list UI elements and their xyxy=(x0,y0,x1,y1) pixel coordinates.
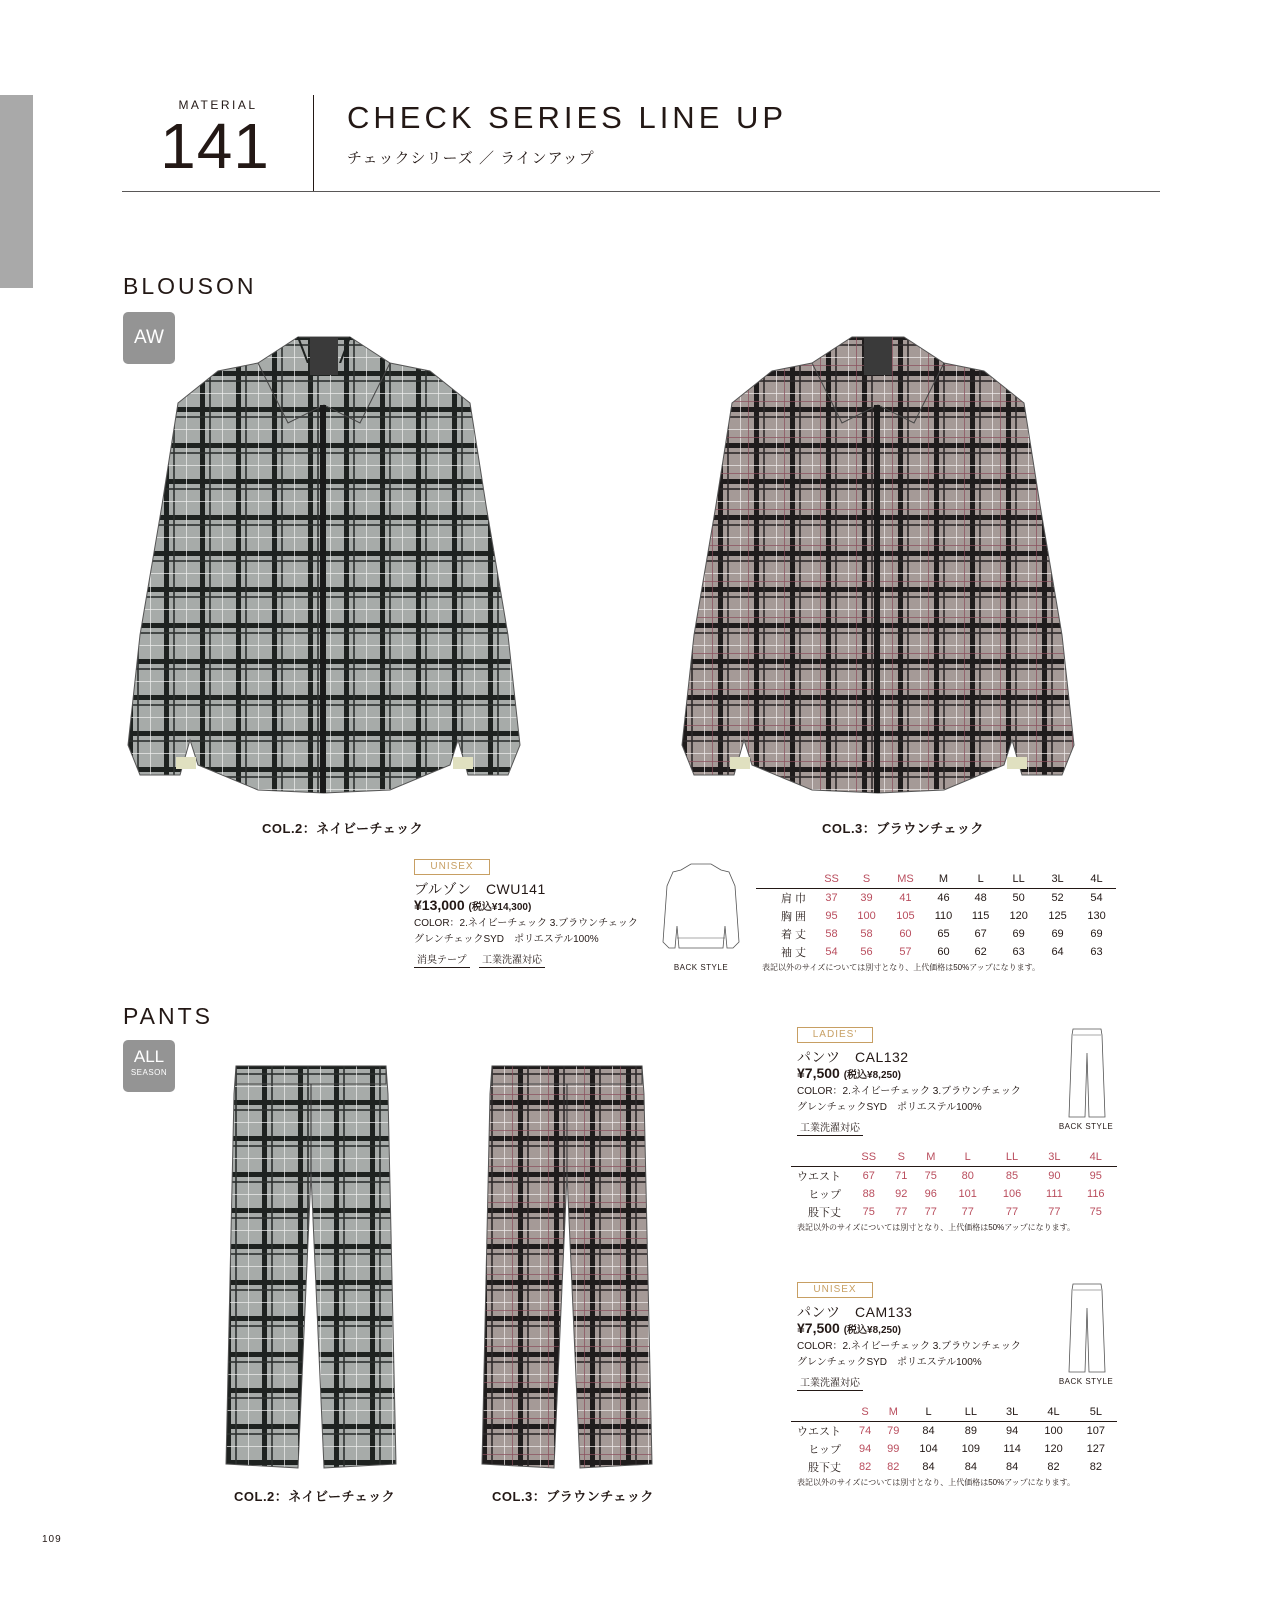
size-value: 120 xyxy=(1044,1443,1063,1455)
table-row xyxy=(756,943,1116,961)
season-badge-line1: ALL xyxy=(133,1047,165,1066)
size-header: M xyxy=(916,1148,946,1167)
gender-tag-blouson: UNISEX xyxy=(414,859,490,875)
size-value: 75 xyxy=(924,1170,937,1182)
blouson-brown-image xyxy=(682,335,1074,797)
season-badge-line2: SEASON xyxy=(130,1068,168,1077)
size-table-cam133 xyxy=(791,1403,1117,1476)
size-value: 111 xyxy=(1046,1188,1063,1200)
row-label: 股下丈 xyxy=(808,1207,841,1219)
size-header-blank xyxy=(791,1403,851,1422)
pants-heading: PANTS xyxy=(123,1003,213,1029)
size-value: 116 xyxy=(1087,1188,1105,1200)
size-value: 63 xyxy=(1012,946,1025,958)
table-row xyxy=(791,1185,1117,1203)
size-value: 82 xyxy=(1089,1461,1102,1473)
size-table-cal132 xyxy=(791,1148,1117,1221)
size-value: 56 xyxy=(860,946,873,958)
size-value: 60 xyxy=(937,946,950,958)
table-row xyxy=(791,1167,1117,1186)
feature-tag: 工業洗濯対応 xyxy=(797,1119,863,1136)
size-value: 58 xyxy=(825,928,838,940)
size-value: 58 xyxy=(860,928,873,940)
size-value: 95 xyxy=(825,910,838,922)
price-tax: (税込¥8,250) xyxy=(843,1070,901,1081)
size-value: 69 xyxy=(1051,928,1064,940)
size-header: LL xyxy=(999,870,1038,889)
size-value: 63 xyxy=(1090,946,1103,958)
size-value: 82 xyxy=(1047,1461,1060,1473)
table-row xyxy=(756,889,1116,908)
size-value: 67 xyxy=(862,1170,875,1182)
row-label: 着 丈 xyxy=(780,929,806,941)
sidebar-tab xyxy=(0,95,33,288)
table-row xyxy=(791,1440,1117,1458)
size-note-cal132: 表記以外のサイズについては別寸となり、上代価格は50%アップになります。 xyxy=(797,1223,1076,1232)
size-header: 3L xyxy=(992,1403,1032,1422)
row-label: 肩 巾 xyxy=(780,893,806,905)
season-badge-all xyxy=(123,1040,175,1092)
color-line-blouson: COLOR：2.ネイビーチェック 3.ブラウンチェック xyxy=(414,918,638,929)
size-value: 80 xyxy=(961,1170,974,1182)
size-value: 82 xyxy=(858,1461,872,1473)
size-value: 64 xyxy=(1051,946,1064,958)
row-label: ヒップ xyxy=(808,1189,841,1201)
size-value: 115 xyxy=(971,910,990,922)
product-price-cal132 xyxy=(797,1065,901,1081)
size-value: 57 xyxy=(899,946,912,958)
table-row xyxy=(756,907,1116,925)
header-divider-horizontal xyxy=(122,191,1160,192)
size-value: 94 xyxy=(1006,1425,1019,1437)
size-header: L xyxy=(907,1403,949,1422)
size-value: 69 xyxy=(1090,928,1103,940)
row-label: ヒップ xyxy=(808,1444,841,1456)
size-value: 71 xyxy=(895,1170,908,1182)
back-style-label-cam133: BACK STYLE xyxy=(1058,1377,1114,1386)
size-header: S xyxy=(847,870,886,889)
size-header-row xyxy=(791,1148,1117,1167)
cam133-back-sketch xyxy=(1069,1282,1105,1374)
size-note-blouson: 表記以外のサイズについては別寸となり、上代価格は50%アップになります。 xyxy=(762,963,1041,972)
size-header: M xyxy=(879,1403,907,1422)
size-value: 82 xyxy=(887,1461,900,1473)
caption-pants-navy: COL.2：ネイビーチェック xyxy=(234,1489,396,1504)
row-label: 胸 囲 xyxy=(780,911,806,923)
size-value: 96 xyxy=(924,1188,937,1200)
size-header: MS xyxy=(886,870,925,889)
size-value: 84 xyxy=(922,1461,935,1473)
size-value: 67 xyxy=(974,928,987,940)
size-value: 60 xyxy=(899,928,912,940)
size-note-cam133: 表記以外のサイズについては別寸となり、上代価格は50%アップになります。 xyxy=(797,1478,1076,1487)
size-value: 84 xyxy=(964,1461,977,1473)
size-header: 4L xyxy=(1075,1148,1117,1167)
size-value: 100 xyxy=(857,910,876,922)
price-value: ¥7,500 xyxy=(797,1065,840,1081)
blouson-heading: BLOUSON xyxy=(123,273,257,299)
size-value: 109 xyxy=(961,1443,980,1455)
size-value: 127 xyxy=(1086,1443,1105,1455)
size-value: 104 xyxy=(919,1443,938,1455)
size-value: 120 xyxy=(1009,910,1028,922)
feature-tag: 工業洗濯対応 xyxy=(797,1374,863,1391)
size-value: 75 xyxy=(862,1206,875,1218)
size-table-blouson xyxy=(756,870,1116,961)
feature-tags-cal132 xyxy=(797,1118,868,1136)
size-value: 101 xyxy=(958,1188,977,1200)
product-name-cam133: パンツ CAM133 xyxy=(797,1304,913,1320)
size-value: 54 xyxy=(1090,892,1103,904)
price-tax: (税込¥14,300) xyxy=(468,902,532,913)
price-value: ¥7,500 xyxy=(797,1320,840,1336)
blouson-navy-image xyxy=(128,335,520,797)
series-subtitle: チェックシリーズ ／ ラインアップ xyxy=(347,150,595,167)
size-value: 77 xyxy=(961,1206,974,1218)
pants-navy-image xyxy=(226,1064,396,1472)
size-header-blank xyxy=(756,870,816,889)
size-value: 39 xyxy=(860,892,873,904)
caption-blouson-brown: COL.3：ブラウンチェック xyxy=(822,821,984,836)
feature-tags-blouson xyxy=(414,950,550,968)
size-value: 77 xyxy=(1048,1206,1061,1218)
row-label: ウエスト xyxy=(797,1171,841,1183)
caption-pants-brown: COL.3：ブラウンチェック xyxy=(492,1489,654,1504)
size-value: 41 xyxy=(899,892,912,904)
size-value: 90 xyxy=(1048,1170,1061,1182)
size-value: 110 xyxy=(934,910,953,922)
size-header: 4L xyxy=(1032,1403,1074,1422)
size-value: 95 xyxy=(1089,1170,1102,1182)
feature-tags-cam133 xyxy=(797,1373,868,1391)
size-value: 88 xyxy=(862,1188,875,1200)
product-name-blouson: ブルゾン CWU141 xyxy=(414,881,546,897)
size-value: 52 xyxy=(1051,892,1064,904)
fabric-line-cal132: グレンチェックSYD ポリエステル100% xyxy=(797,1102,982,1113)
season-badge-aw: AW xyxy=(123,312,175,364)
size-value: 62 xyxy=(974,946,987,958)
size-value: 37 xyxy=(825,892,838,904)
size-value: 77 xyxy=(1005,1206,1019,1218)
size-value: 46 xyxy=(937,892,950,904)
size-header: L xyxy=(946,1148,990,1167)
material-label: MATERIAL xyxy=(178,98,258,112)
size-header: 4L xyxy=(1077,870,1116,889)
size-header: SS xyxy=(816,870,847,889)
size-header: S xyxy=(851,1403,879,1422)
size-value: 89 xyxy=(964,1425,977,1437)
caption-blouson-navy: COL.2：ネイビーチェック xyxy=(262,821,424,836)
row-label: ウエスト xyxy=(797,1426,841,1438)
color-line-cal132: COLOR：2.ネイビーチェック 3.ブラウンチェック xyxy=(797,1086,1021,1097)
size-header: SS xyxy=(851,1148,886,1167)
size-value: 77 xyxy=(924,1206,937,1218)
size-header: 3L xyxy=(1034,1148,1074,1167)
product-name-cal132: パンツ CAL132 xyxy=(797,1049,909,1065)
table-row xyxy=(791,1422,1117,1441)
product-price-blouson xyxy=(414,897,531,913)
material-number: 141 xyxy=(160,110,270,182)
page-number: 109 xyxy=(42,1534,62,1545)
size-value: 54 xyxy=(825,946,838,958)
size-header-row xyxy=(791,1403,1117,1422)
size-value: 92 xyxy=(895,1188,908,1200)
row-label: 袖 丈 xyxy=(780,947,806,959)
size-value: 74 xyxy=(858,1425,872,1437)
cal132-back-sketch xyxy=(1069,1027,1105,1119)
back-style-label-cal132: BACK STYLE xyxy=(1058,1122,1114,1131)
feature-tag: 消臭テープ xyxy=(414,951,470,968)
size-value: 85 xyxy=(1005,1170,1019,1182)
size-value: 84 xyxy=(922,1425,935,1437)
size-value: 84 xyxy=(1006,1461,1019,1473)
size-value: 79 xyxy=(887,1425,900,1437)
size-value: 100 xyxy=(1044,1425,1063,1437)
size-value: 48 xyxy=(974,892,987,904)
row-label: 股下丈 xyxy=(808,1462,841,1474)
size-value: 105 xyxy=(896,910,915,922)
size-value: 99 xyxy=(887,1443,900,1455)
back-style-label-blouson: BACK STYLE xyxy=(673,963,729,972)
size-header: 5L xyxy=(1075,1403,1117,1422)
size-value: 107 xyxy=(1086,1425,1105,1437)
table-row xyxy=(791,1458,1117,1476)
size-value: 94 xyxy=(858,1443,872,1455)
size-value: 114 xyxy=(1003,1443,1021,1455)
size-header: 3L xyxy=(1038,870,1077,889)
size-header: M xyxy=(925,870,962,889)
table-row xyxy=(791,1203,1117,1221)
size-header: LL xyxy=(950,1403,992,1422)
pants-brown-image xyxy=(482,1064,652,1472)
feature-tag: 工業洗濯対応 xyxy=(479,951,545,968)
fabric-line-cam133: グレンチェックSYD ポリエステル100% xyxy=(797,1357,982,1368)
gender-tag-cam133: UNISEX xyxy=(797,1282,873,1298)
size-value: 125 xyxy=(1048,910,1067,922)
price-tax: (税込¥8,250) xyxy=(843,1325,901,1336)
size-header-row xyxy=(756,870,1116,889)
price-value: ¥13,000 xyxy=(414,897,465,913)
size-value: 69 xyxy=(1012,928,1025,940)
table-row xyxy=(756,925,1116,943)
series-title: CHECK SERIES LINE UP xyxy=(347,100,788,135)
blouson-back-sketch xyxy=(663,862,739,954)
size-header-blank xyxy=(791,1148,851,1167)
size-header: L xyxy=(962,870,999,889)
size-value: 75 xyxy=(1089,1206,1102,1218)
size-header: S xyxy=(886,1148,916,1167)
header-divider-vertical xyxy=(313,95,314,191)
color-line-cam133: COLOR：2.ネイビーチェック 3.ブラウンチェック xyxy=(797,1341,1021,1352)
size-value: 106 xyxy=(1002,1188,1022,1200)
size-value: 65 xyxy=(937,928,950,940)
gender-tag-cal132: LADIES' xyxy=(797,1027,873,1043)
fabric-line-blouson: グレンチェックSYD ポリエステル100% xyxy=(414,934,599,945)
size-header: LL xyxy=(990,1148,1034,1167)
product-price-cam133 xyxy=(797,1320,901,1336)
size-value: 130 xyxy=(1087,910,1106,922)
size-value: 50 xyxy=(1012,892,1025,904)
size-value: 77 xyxy=(895,1206,908,1218)
